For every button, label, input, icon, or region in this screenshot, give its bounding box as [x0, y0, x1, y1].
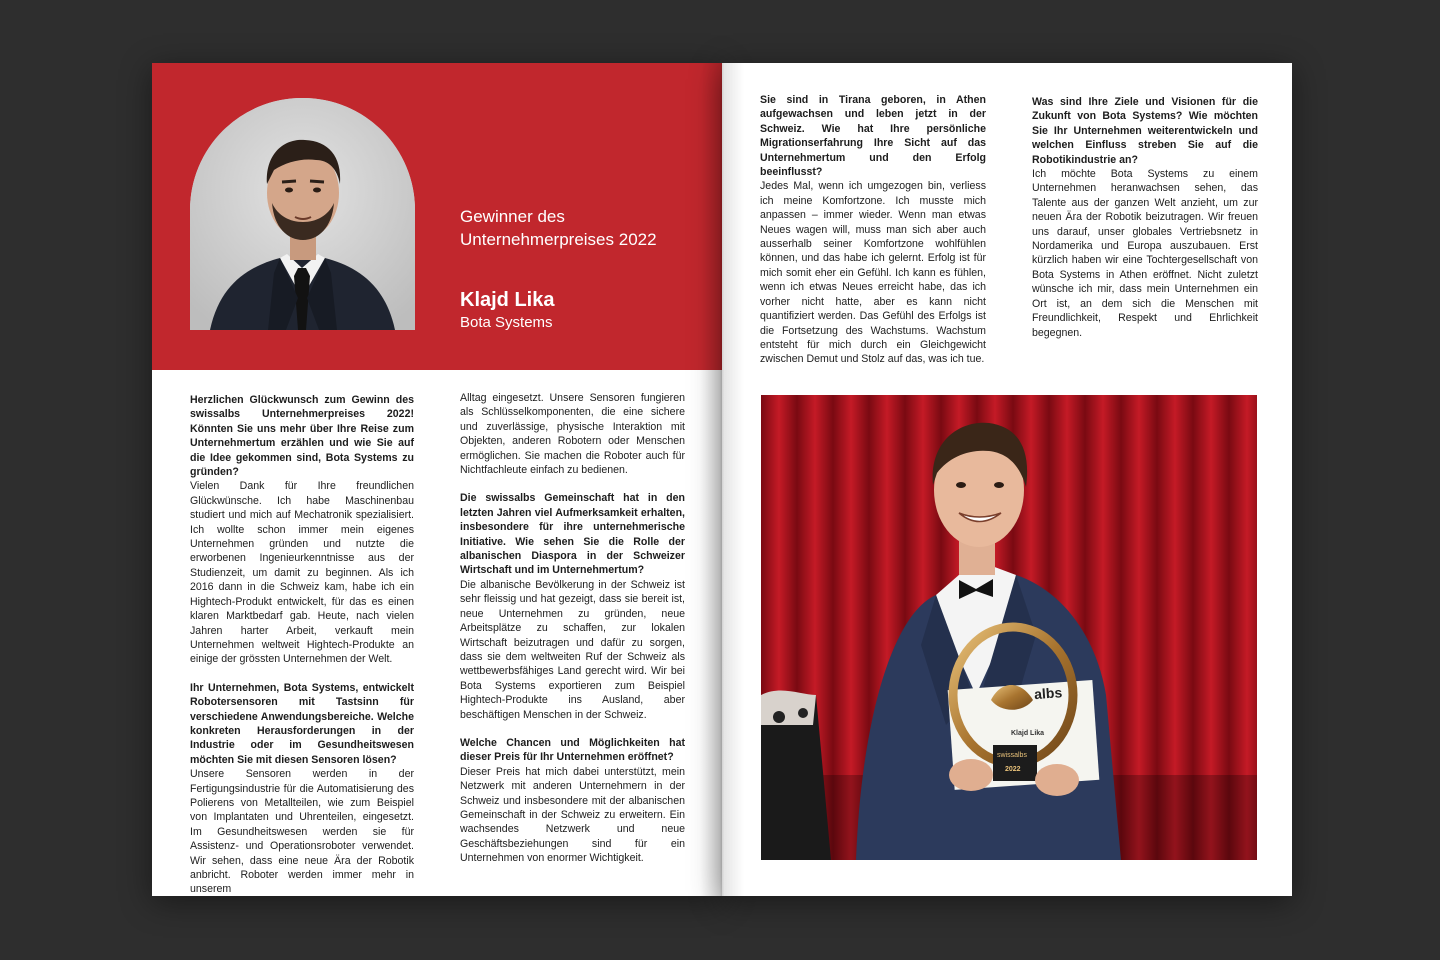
- answer-2-continued: Alltag eingesetzt. Unsere Sensoren fungieren als Schlüsselkomponenten, die eine sichere und zuverlässige, physische Interaktion mit Objekten, anderen Robotern oder Menschen ermöglichen. Sie machen die Roboter auch für Nichtfachleute einfach zu bedienen.: [460, 392, 685, 477]
- answer-4: Dieser Preis hat mich dabei unterstützt, mein Netzwerk mit anderen Unternehmern in der Schweiz und insbesondere mit der albanischen Gemeinschaft in der Schweiz zu erweitern. Ein wachsendes Netzwerk und neue Geschäftsbeziehungen sind für ein Unternehmen von enormer Wichtigkeit.: [460, 765, 685, 865]
- trophy-text-1: Klajd Lika: [1011, 730, 1045, 737]
- question-2: Ihr Unternehmen, Bota Systems, entwickelt Robotersensoren mit Tastsinn für verschiedene Anwendungsbereiche. Welche konkreten Herausforderungen in der Industrie oder im Gesundheitswesen möchten Sie mit diesen Sensoren lösen?: [190, 681, 414, 766]
- hero-company: Bota Systems: [460, 314, 553, 331]
- right-column-2: [1032, 95, 1258, 340]
- hero-name: Klajd Lika: [460, 289, 555, 311]
- answer-3: Die albanische Bevölkerung in der Schweiz ist sehr fleissig und hat gezeigt, dass sie bereit ist, neue Unternehmen zu gründen, neue Arbeitsplätze zu schaffen, zur lokalen Wirtschaft beizutragen und dafür zu sorgen, dass sie dem weltweiten Ruf der Schweiz als wettbewerbsfähiges Land gerecht wird. Wir bei Bota Systems exportieren zum Beispiel Hightech-Produkte ins Ausland, aber beschäftigen Menschen in der Schweiz.: [460, 578, 685, 721]
- right-page: [722, 63, 1292, 896]
- question-5: Sie sind in Tirana geboren, in Athen aufgewachsen und leben jetzt in der Schweiz. Wie hat Ihre persönliche Migrationserfahrung Ihre Sicht auf das Unternehmertum und den Erfolg beeinflusst?: [760, 94, 986, 179]
- answer-1: Vielen Dank für Ihre freundlichen Glückwünsche. Ich habe Maschinenbau studiert und mich auf Mechatronik spezialisiert. Ich wollte schon immer mein eigenes Unternehmen gründen und nutzte die erworbenen Ingenieurkenntnisse aus der Studienzeit, um damit zu beginnen. Als ich 2016 dann in die Schweiz kam, habe ich ein Hightech-Produkt entwickelt, für das es einen klaren Marktbedarf gab. Heute, nach vielen Jahren harter Arbeit, verkauft mein Unternehmen weltweit Hightech-Produkte an einige der grössten Unternehmen der Welt.: [190, 480, 414, 666]
- answer-5: Jedes Mal, wenn ich umgezogen bin, verliess ich meine Komfortzone. Ich musste mich anpassen – immer wieder. Wenn man etwas Neues wagen will, muss man sich aber auch ausserhalb seiner Komfortzone wohlfühlen können, und das habe ich gelernt. Erfolg ist für mich somit eher ein Gefühl. Ich kann es fühlen, wenn ich etwas Neues erreicht habe, das ich vorher nicht hatte, aber es kann nicht quantifiziert werden. Das Gefühl des Erfolgs ist die Fortsetzung des Wachstums. Wachstum entsteht für mich durch ein Gleichgewicht zwischen Demut und Stolz auf das, was ich tue.: [760, 180, 986, 366]
- trophy-text-2: swissalbs: [997, 752, 1027, 759]
- question-3: Die swissalbs Gemeinschaft hat in den letzten Jahren viel Aufmerksamkeit erhalten, insbesondere für ihre unternehmerische Initiative. Wie sehen Sie die Rolle der albanischen Diaspora in der Schweizer Wirtschaft und im Unternehmertum?: [460, 492, 685, 577]
- right-column-1: [760, 93, 986, 367]
- question-1: Herzlichen Glückwunsch zum Gewinn des swissalbs Unternehmerpreises 2022! Könnten Sie uns mehr über Ihre Reise zum Unternehmertum erzählen und wie Sie auf die Idee gekommen sind, Bota Systems zu gründen?: [190, 394, 414, 479]
- left-page: [152, 63, 722, 896]
- certificate-text: albs: [1033, 684, 1063, 703]
- award-photo: [761, 395, 1257, 860]
- question-6: Was sind Ihre Ziele und Visionen für die Zukunft von Bota Systems? Wie möchten Sie Ihr Unternehmen weiterentwickeln und welchen Einfluss streben Sie auf die Robotikindustrie an?: [1032, 96, 1258, 166]
- trophy-text-3: 2022: [1005, 766, 1021, 773]
- hero-subtitle-line2: Unternehmerpreises 2022: [460, 230, 657, 249]
- answer-6: Ich möchte Bota Systems zu einem Unternehmen heranwachsen sehen, das Talente aus der ganzen Welt anzieht, um zur neuen Ära der Robotik beizutragen. Wir freuen uns darauf, unser globales Vertriebsnetz in Nordamerika und Europa auszubauen. Erst kürzlich haben wir eine Tochtergesellschaft von Bota Systems in Athen eröffnet. Nicht zuletzt wünsche ich mir, dass mein Unternehmen ein Ort ist, an dem sich die Menschen mit Freundlichkeit, Respekt und Ehrlichkeit begegnen.: [1032, 168, 1258, 339]
- hero-subtitle-line1: Gewinner des: [460, 207, 565, 226]
- left-column-1: [190, 393, 414, 897]
- left-column-2: [460, 391, 685, 866]
- portrait-photo: [190, 98, 415, 330]
- answer-2: Unsere Sensoren werden in der Fertigungsindustrie für die Automatisierung des Polierens von Metallteilen, wie zum Beispiel von Implantaten und Uhrenteilen, eingesetzt. Im Gesundheitswesen werden sie für Assistenz- und Operationsroboter verwendet. Wir sehen, dass eine neue Ära der Robotik anbricht. Roboter werden immer mehr in unserem: [190, 768, 414, 896]
- hero-banner: [152, 63, 722, 370]
- question-4: Welche Chancen und Möglichkeiten hat dieser Preis für Ihr Unternehmen eröffnet?: [460, 736, 685, 764]
- hero-subtitle: [460, 205, 710, 251]
